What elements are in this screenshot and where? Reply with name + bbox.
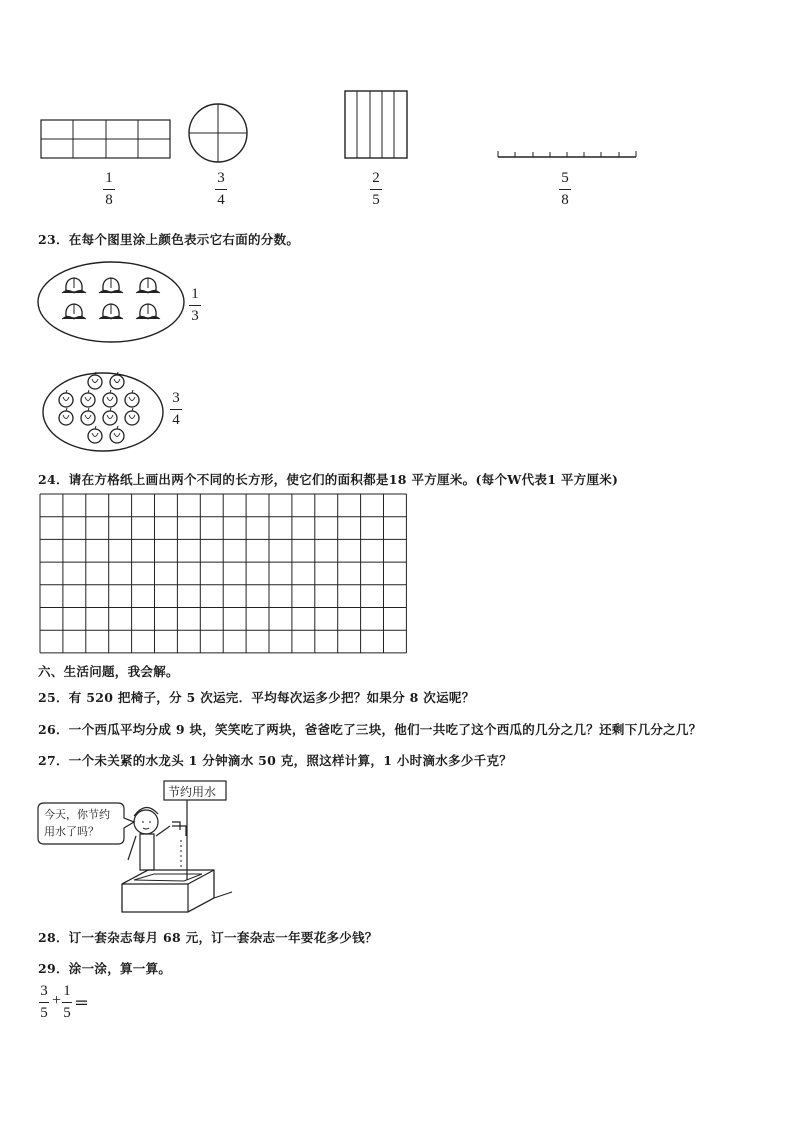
question-27: 27．一个未关紧的水龙头 1 分钟滴水 50 克，照这样计算，1 小时滴水多少千克？ (38, 753, 513, 768)
water-saving-sign: 节约用水 (168, 785, 217, 799)
oval1-fraction: 1 3 (189, 286, 201, 325)
question-28: 28．订一套杂志每月 68 元，订一套杂志一年要花多少钱？ (38, 930, 378, 945)
circle-fraction: 3 4 (215, 170, 227, 209)
rect-fraction: 1 8 (103, 170, 115, 209)
ruler-fraction: 5 8 (559, 170, 571, 209)
strips-fraction: 2 5 (370, 170, 382, 209)
expr-fraction-a: 3 5 (40, 983, 48, 1021)
section-6-heading: 六、生活问题，我会解。 (38, 664, 179, 679)
question-26: 26．一个西瓜平均分成 9 块，笑笑吃了两块，爸爸吃了三块，他们一共吃了这个西瓜的几分之几？还剩下几分之几？ (38, 722, 702, 737)
question-24: 24．请在方格纸上画出两个不同的长方形，使它们的面积都是18 平方厘米。(每个W代表1 平方厘米) (38, 472, 619, 487)
question-29: 29．涂一涂，算一算。 (38, 961, 172, 976)
question-25: 25．有 520 把椅子，分 5 次运完．平均每次运多少把？如果分 8 次运呢？ (38, 690, 475, 705)
oval2-fraction: 3 4 (170, 390, 182, 429)
question-23: 23．在每个图里涂上颜色表示它右面的分数。 (38, 232, 300, 247)
expr-equals: ＝ (74, 994, 90, 1012)
expr-plus: + (52, 992, 62, 1009)
speech-bubble-text: 今天，你节约 用水了吗？ (44, 808, 110, 838)
expr-fraction-b: 1 5 (63, 983, 71, 1021)
